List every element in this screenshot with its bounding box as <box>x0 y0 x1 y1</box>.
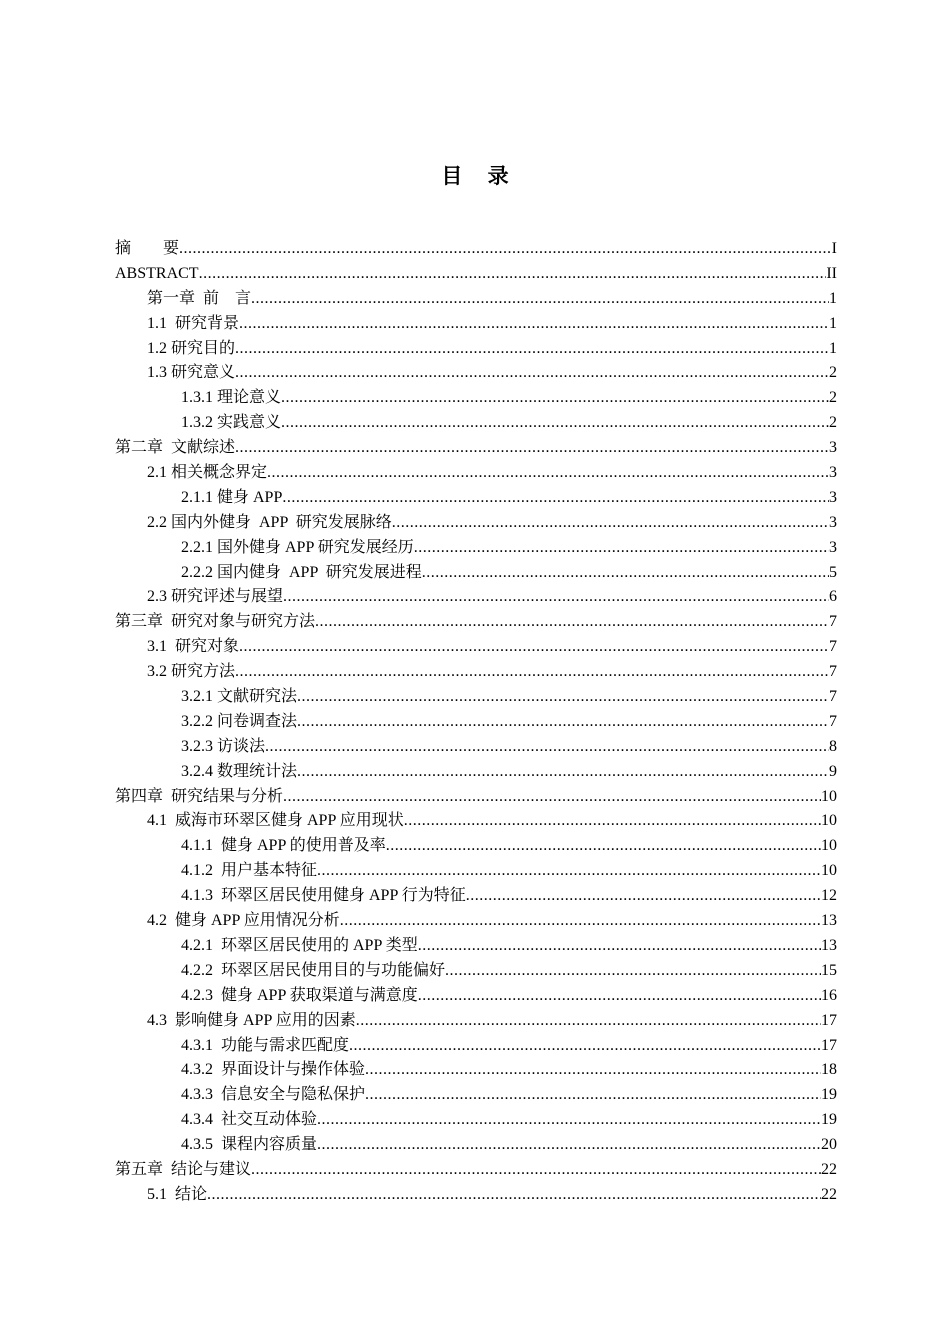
toc-entry[interactable] <box>115 1108 837 1133</box>
toc-entry-label: 第二章 文献综述 <box>115 439 236 457</box>
toc-dot-leader <box>365 1083 821 1108</box>
toc-entry-label: 4.1.2 用户基本特征 <box>181 862 318 880</box>
toc-entry[interactable] <box>115 635 837 660</box>
toc-dot-leader <box>317 1133 821 1158</box>
toc-dot-leader <box>281 386 829 411</box>
toc-entry-label: 2.1.1 健身 APP <box>181 488 283 506</box>
toc-dot-leader <box>283 585 829 610</box>
toc-entry-label: 4.3 影响健身 APP 应用的因素 <box>147 1011 356 1029</box>
toc-dot-leader <box>340 909 821 934</box>
toc-entry-page-number: 13 <box>821 936 837 954</box>
toc-dot-leader <box>283 785 821 810</box>
toc-entry[interactable] <box>115 386 837 411</box>
toc-entry-label: 1.1 研究背景 <box>147 314 240 332</box>
toc-dot-leader <box>297 710 829 735</box>
toc-entry-page-number: 3 <box>829 439 837 457</box>
toc-entry-page-number: 13 <box>821 912 837 930</box>
toc-entry-label: 4.3.3 信息安全与隐私保护 <box>181 1086 366 1104</box>
toc-dot-leader <box>199 262 827 287</box>
toc-dot-leader <box>414 536 829 561</box>
toc-entry[interactable] <box>115 984 837 1009</box>
toc-entry-page-number: 1 <box>829 289 837 307</box>
toc-entry[interactable] <box>115 536 837 561</box>
toc-entry-page-number: 19 <box>821 1111 837 1129</box>
toc-entry-page-number: 22 <box>821 1185 837 1203</box>
toc-entry-page-number: 1 <box>829 314 837 332</box>
toc-entry[interactable] <box>115 760 837 785</box>
toc-entry-page-number: 17 <box>821 1011 837 1029</box>
toc-entry-page-number: 3 <box>829 488 837 506</box>
toc-entry-label: 3.2.4 数理统计法 <box>181 762 298 780</box>
toc-entry-page-number: II <box>826 264 837 282</box>
toc-entry-page-number: 5 <box>829 563 837 581</box>
toc-dot-leader <box>297 760 829 785</box>
toc-entry-page-number: I <box>831 240 837 257</box>
toc-entry-label: 4.2.2 环翠区居民使用目的与功能偏好 <box>181 961 446 979</box>
toc-entry-page-number: 22 <box>821 1160 837 1178</box>
toc-entry[interactable] <box>115 312 837 337</box>
toc-entry-label: 2.1 相关概念界定 <box>147 464 268 482</box>
toc-entry[interactable] <box>115 909 837 934</box>
toc-entry[interactable] <box>115 834 837 859</box>
toc-entry-label: ABSTRACT <box>115 264 199 282</box>
toc-entry[interactable] <box>115 1183 837 1208</box>
toc-entry[interactable] <box>115 884 837 909</box>
toc-entry[interactable] <box>115 511 837 536</box>
toc-dot-leader <box>281 411 829 436</box>
toc-entry[interactable] <box>115 461 837 486</box>
toc-entry-page-number: 2 <box>829 364 837 382</box>
table-of-contents <box>115 237 837 1208</box>
toc-entry[interactable] <box>115 1158 837 1183</box>
toc-entry-label: 3.2.2 问卷调查法 <box>181 712 298 730</box>
toc-entry-label: 第五章 结论与建议 <box>115 1160 252 1178</box>
toc-dot-leader <box>317 859 821 884</box>
toc-entry[interactable] <box>115 785 837 810</box>
toc-entry-page-number: 20 <box>821 1136 837 1154</box>
toc-dot-leader <box>466 884 821 909</box>
toc-entry-label: 4.3.4 社交互动体验 <box>181 1111 318 1129</box>
toc-dot-leader <box>179 237 832 262</box>
toc-dot-leader <box>239 312 829 337</box>
toc-entry[interactable] <box>115 934 837 959</box>
toc-dot-leader <box>418 984 821 1009</box>
toc-entry[interactable] <box>115 411 837 436</box>
toc-entry-page-number: 17 <box>821 1036 837 1054</box>
toc-entry[interactable] <box>115 859 837 884</box>
toc-entry-page-number: 3 <box>829 538 837 556</box>
toc-dot-leader <box>239 635 829 660</box>
toc-dot-leader <box>386 834 821 859</box>
toc-dot-leader <box>422 561 829 586</box>
toc-entry[interactable] <box>115 585 837 610</box>
toc-entry-label: 3.1 研究对象 <box>147 638 240 656</box>
toc-entry[interactable] <box>115 486 837 511</box>
toc-entry-label: 2.3 研究评述与展望 <box>147 588 284 606</box>
toc-entry-page-number: 10 <box>821 787 837 805</box>
toc-entry[interactable] <box>115 1133 837 1158</box>
toc-entry-label: 4.1.1 健身 APP 的使用普及率 <box>181 837 386 855</box>
toc-entry[interactable] <box>115 1083 837 1108</box>
toc-entry-page-number: 7 <box>829 663 837 681</box>
toc-entry-page-number: 19 <box>821 1086 837 1104</box>
toc-entry-label: 5.1 结论 <box>147 1185 208 1203</box>
toc-entry-label: 4.2.3 健身 APP 获取渠道与满意度 <box>181 986 418 1004</box>
toc-entry-label: 4.3.1 功能与需求匹配度 <box>181 1036 350 1054</box>
toc-entry[interactable] <box>115 809 837 834</box>
toc-entry[interactable] <box>115 710 837 735</box>
toc-entry-label: 2.2.2 国内健身 APP 研究发展进程 <box>181 563 422 581</box>
toc-entry[interactable] <box>115 610 837 635</box>
toc-entry[interactable] <box>115 660 837 685</box>
toc-dot-leader <box>235 660 829 685</box>
toc-entry-page-number: 9 <box>829 762 837 780</box>
toc-entry[interactable] <box>115 436 837 461</box>
toc-entry-page-number: 10 <box>821 862 837 880</box>
toc-entry-label: 1.3.1 理论意义 <box>181 389 282 407</box>
toc-entry-label: 3.2 研究方法 <box>147 663 236 681</box>
toc-entry-label: 第三章 研究对象与研究方法 <box>115 613 316 631</box>
toc-entry-page-number: 16 <box>821 986 837 1004</box>
page-title: 目 录 <box>441 164 519 188</box>
toc-entry-label: 1.3 研究意义 <box>147 364 236 382</box>
toc-dot-leader <box>235 361 829 386</box>
toc-entry-label: 3.2.1 文献研究法 <box>181 688 298 706</box>
toc-dot-leader <box>297 685 829 710</box>
toc-entry-page-number: 2 <box>829 414 837 432</box>
toc-entry-page-number: 7 <box>829 613 837 631</box>
toc-entry-page-number: 7 <box>829 688 837 706</box>
toc-dot-leader <box>445 959 821 984</box>
toc-entry-label: 4.3.5 课程内容质量 <box>181 1136 318 1154</box>
toc-dot-leader <box>265 735 829 760</box>
toc-entry-page-number: 12 <box>821 887 837 905</box>
toc-dot-leader <box>365 1058 821 1083</box>
toc-entry-label: 2.2 国内外健身 APP 研究发展脉络 <box>147 513 392 531</box>
toc-dot-leader <box>235 436 829 461</box>
toc-entry-page-number: 10 <box>821 812 837 830</box>
toc-entry[interactable] <box>115 685 837 710</box>
toc-entry[interactable] <box>115 1034 837 1059</box>
toc-entry-page-number: 3 <box>829 464 837 482</box>
toc-entry-page-number: 15 <box>821 961 837 979</box>
toc-entry-page-number: 1 <box>829 339 837 357</box>
toc-dot-leader <box>267 461 829 486</box>
toc-entry-page-number: 2 <box>829 389 837 407</box>
toc-entry-label: 摘 要 <box>115 240 180 257</box>
toc-entry[interactable] <box>115 959 837 984</box>
toc-entry-label: 4.2 健身 APP 应用情况分析 <box>147 912 340 930</box>
toc-entry[interactable] <box>115 1058 837 1083</box>
toc-entry-page-number: 18 <box>821 1061 837 1079</box>
toc-entry-page-number: 6 <box>829 588 837 606</box>
toc-entry-page-number: 8 <box>829 737 837 755</box>
toc-dot-leader <box>349 1034 821 1059</box>
toc-dot-leader <box>418 934 821 959</box>
toc-entry[interactable] <box>115 237 837 262</box>
toc-dot-leader <box>392 511 829 536</box>
toc-entry-label: 1.3.2 实践意义 <box>181 414 282 432</box>
toc-dot-leader <box>282 486 829 511</box>
toc-entry[interactable] <box>115 1009 837 1034</box>
toc-entry-page-number: 10 <box>821 837 837 855</box>
toc-dot-leader <box>235 337 829 362</box>
toc-entry-label: 4.2.1 环翠区居民使用的 APP 类型 <box>181 936 418 954</box>
toc-entry-page-number: 7 <box>829 712 837 730</box>
toc-dot-leader <box>207 1183 821 1208</box>
toc-dot-leader <box>317 1108 821 1133</box>
toc-entry[interactable] <box>115 361 837 386</box>
toc-entry-label: 3.2.3 访谈法 <box>181 737 266 755</box>
toc-dot-leader <box>315 610 829 635</box>
toc-entry-label: 2.2.1 国外健身 APP 研究发展经历 <box>181 538 414 556</box>
toc-entry[interactable] <box>115 262 837 287</box>
toc-dot-leader <box>251 287 829 312</box>
toc-entry-label: 1.2 研究目的 <box>147 339 236 357</box>
toc-entry[interactable] <box>115 337 837 362</box>
toc-dot-leader <box>356 1009 821 1034</box>
toc-entry-label: 4.3.2 界面设计与操作体验 <box>181 1061 366 1079</box>
toc-entry-page-number: 3 <box>829 513 837 531</box>
toc-dot-leader <box>404 809 821 834</box>
toc-entry-label: 第四章 研究结果与分析 <box>115 787 284 805</box>
toc-entry[interactable] <box>115 287 837 312</box>
toc-dot-leader <box>251 1158 821 1183</box>
toc-entry-page-number: 7 <box>829 638 837 656</box>
toc-entry-label: 4.1 威海市环翠区健身 APP 应用现状 <box>147 812 404 830</box>
toc-entry[interactable] <box>115 735 837 760</box>
toc-entry-label: 第一章 前 言 <box>147 289 252 307</box>
toc-entry[interactable] <box>115 561 837 586</box>
toc-entry-label: 4.1.3 环翠区居民使用健身 APP 行为特征 <box>181 887 466 905</box>
